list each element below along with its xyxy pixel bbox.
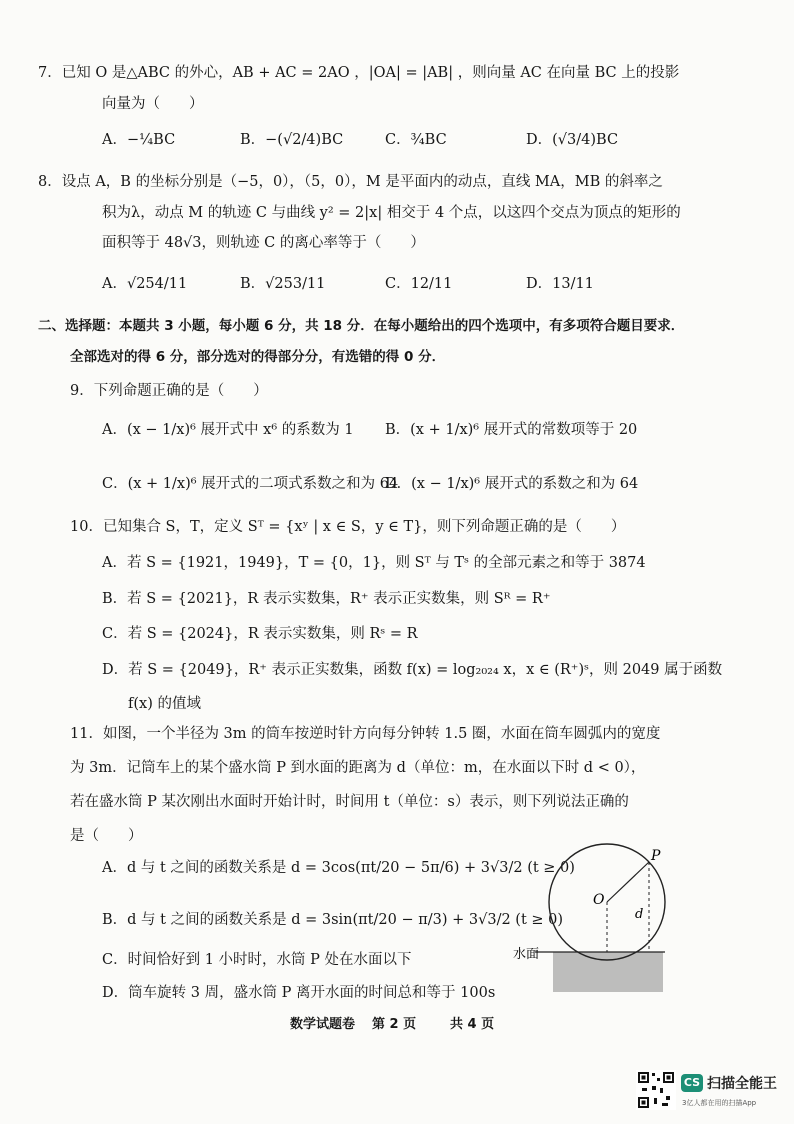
text-line: 若在盛水筒 P 某次刚出水面时开始计时，时间用 t（单位：s）表示，则下列说法正确的: [70, 794, 629, 810]
text-line: C．时间恰好到 1 小时时，水筒 P 处在水面以下: [102, 952, 412, 968]
text-line: D．13/11: [526, 276, 594, 292]
text-line: 7．已知 O 是△ABC 的外心，AB + AC = 2AO ，|OA| = |AB| ，则向量 AC 在向量 BC 上的投影: [38, 65, 680, 81]
text-line: B．−(√2/4)BC: [240, 132, 344, 148]
text-line: C．¾BC: [385, 132, 447, 148]
footer-total: 共 4 页: [450, 1017, 495, 1032]
footer-page: 第 2 页: [372, 1017, 417, 1032]
text-line: 为 3m．记筒车上的某个盛水筒 P 到水面的距离为 d（单位：m，在水面以下时 d < 0），: [70, 760, 646, 776]
text-line: f(x) 的值域: [128, 696, 201, 712]
text-line: C．(x + 1/x)⁶ 展开式的二项式系数之和为 64: [102, 476, 399, 492]
text-line: 是（ ）: [70, 828, 143, 844]
text-line: B．(x + 1/x)⁶ 展开式的常数项等于 20: [385, 422, 638, 438]
text-line: 向量为（ ）: [102, 96, 204, 112]
text-line: A．d 与 t 之间的函数关系是 d = 3cos(πt/20 − 5π/6) + 3√3/2 (t ≥ 0): [102, 860, 575, 876]
footer-title: 数学试题卷: [290, 1017, 356, 1032]
text-line: C．若 S = {2024}，R 表示实数集，则 Rˢ = R: [102, 626, 418, 642]
text-line: A．−¼BC: [102, 132, 176, 148]
text-line: B．d 与 t 之间的函数关系是 d = 3sin(πt/20 − π/3) + 3√3/2 (t ≥ 0): [102, 912, 564, 928]
text-line: A．若 S = {1921，1949}，T = {0，1}，则 Sᵀ 与 Tˢ 的全部元素之和等于 3874: [102, 555, 646, 571]
radius-op: [607, 862, 649, 902]
label-d: d: [635, 907, 644, 922]
label-o: O: [593, 892, 605, 908]
text-line: D．(x − 1/x)⁶ 展开式的系数之和为 64: [385, 476, 639, 492]
text-line: C．12/11: [385, 276, 453, 292]
scanner-subtitle: 3亿人都在用的扫描App: [682, 1099, 757, 1107]
text-line: A．√254/11: [102, 276, 188, 292]
text-line: D．若 S = {2049}，R⁺ 表示正实数集，函数 f(x) = log₂₀₂₄ x，x ∈ (R⁺)ˢ，则 2049 属于函数: [102, 662, 723, 678]
text-line: 10．已知集合 S，T，定义 Sᵀ = {xʸ | x ∈ S，y ∈ T}，则下列命题正确的是（ ）: [70, 519, 626, 535]
label-p: P: [651, 848, 661, 864]
scanner-name: 扫描全能王: [707, 1076, 777, 1092]
text-line: A．(x − 1/x)⁶ 展开式中 x⁶ 的系数为 1: [102, 422, 354, 438]
water-area: [553, 952, 663, 992]
text-line: D．筒车旋转 3 周，盛水筒 P 离开水面的时间总和等于 100s: [102, 985, 496, 1001]
text-line: 二、选择题：本题共 3 小题，每小题 6 分，共 18 分．在每小题给出的四个选项中，有多项符合题目要求．: [38, 318, 685, 334]
scanner-logo: CS: [681, 1074, 703, 1092]
text-line: 全部选对的得 6 分，部分选对的得部分分，有选错的得 0 分．: [70, 349, 446, 365]
water-wheel-figure: [505, 840, 695, 1000]
text-line: 9．下列命题正确的是（ ）: [70, 383, 268, 399]
text-line: B．若 S = {2021}，R 表示实数集，R⁺ 表示正实数集，则 Sᴿ = R⁺: [102, 591, 551, 607]
text-line: B．√253/11: [240, 276, 326, 292]
text-line: D．(√3/4)BC: [526, 132, 619, 148]
text-line: 11．如图，一个半径为 3m 的筒车按逆时针方向每分钟转 1.5 圈，水面在筒车圆弧内的宽度: [70, 726, 661, 742]
qr-code-icon: [636, 1070, 676, 1110]
label-water: 水面: [513, 947, 540, 962]
text-line: 面积等于 48√3，则轨迹 C 的离心率等于（ ）: [102, 235, 425, 251]
text-line: 8．设点 A，B 的坐标分别是（−5，0），（5，0），M 是平面内的动点，直线 MA，MB 的斜率之: [38, 174, 663, 190]
text-line: 积为λ，动点 M 的轨迹 C 与曲线 y² = 2|x| 相交于 4 个点，以这四个交点为顶点的矩形的: [102, 205, 681, 221]
